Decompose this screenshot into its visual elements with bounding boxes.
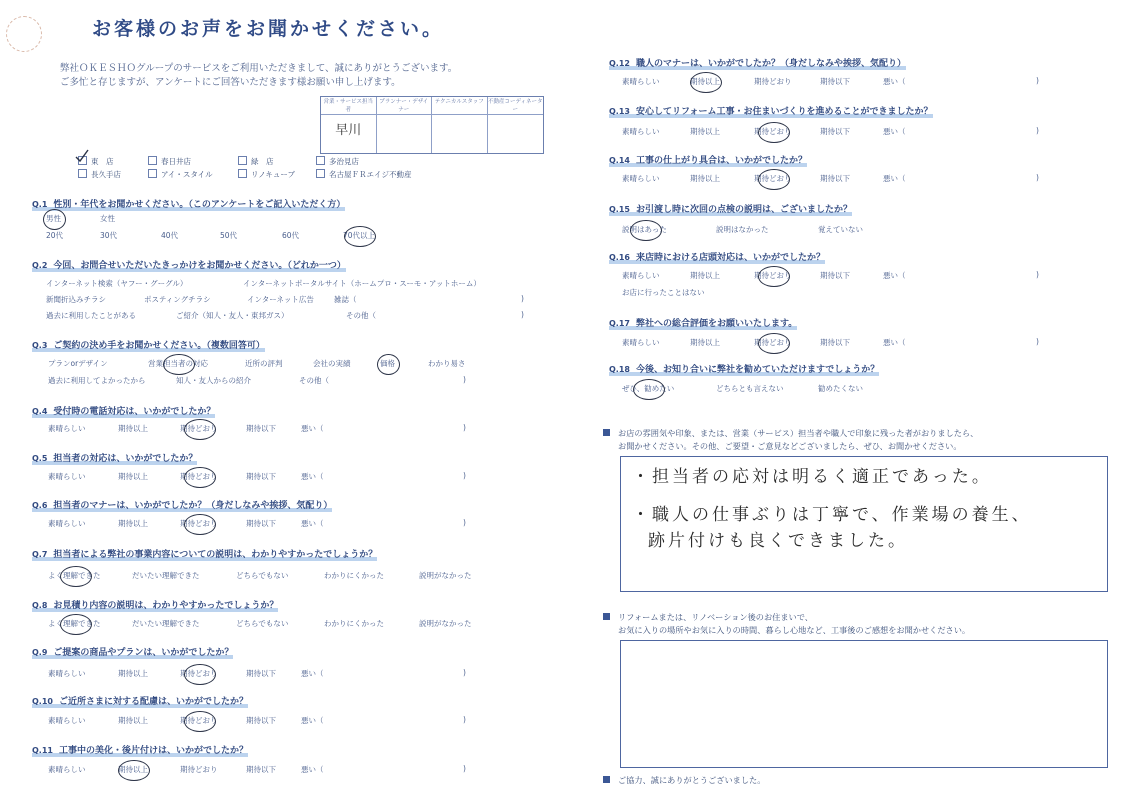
answer-option[interactable]: 覚えていない xyxy=(818,225,863,234)
answer-option[interactable]: 期待どおり xyxy=(180,716,218,725)
answer-option[interactable]: だいたい理解できた xyxy=(132,571,200,580)
question-title xyxy=(32,694,248,708)
answer-option[interactable]: 期待以上 xyxy=(690,338,720,347)
answer-option[interactable]: わかりにくかった xyxy=(324,571,384,580)
staff-technical-name[interactable] xyxy=(432,115,488,153)
intro-line-2: ご多忙と存じますが、アンケートにご回答いただきます様お願い申し上げます。 xyxy=(60,77,401,88)
question-title xyxy=(32,404,215,418)
answer-option[interactable]: 素晴らしい xyxy=(48,669,86,678)
question-title xyxy=(609,153,807,167)
question-title xyxy=(32,598,278,612)
answer-option[interactable]: 期待以下 xyxy=(246,472,276,481)
question-number: Q.16 xyxy=(609,253,630,262)
selection-circle xyxy=(630,220,662,241)
question-text: 担当者の対応は、いかがでしたか？ xyxy=(53,454,198,464)
checkbox-icon[interactable] xyxy=(316,156,325,165)
paren-close: ) xyxy=(463,668,466,677)
selection-circle xyxy=(43,209,66,230)
question-text: 担当者による弊社の事業内容についての説明は、わかりやすかったでしょうか？ xyxy=(53,550,378,560)
answer-option[interactable]: 期待どおり xyxy=(180,424,218,433)
answer-option[interactable]: 説明はあった xyxy=(622,225,667,234)
paren-close: ) xyxy=(1036,270,1039,279)
selection-circle xyxy=(758,333,790,354)
reform-prompt-2: お気に入りの場所やお気に入りの時間、暮らし心地など、工事後のご感想をお聞かせください。 xyxy=(618,625,971,635)
answer-option[interactable]: 悪い（ xyxy=(883,127,906,136)
selection-circle xyxy=(377,354,400,375)
question-number: Q.15 xyxy=(609,205,630,214)
question-number: Q.14 xyxy=(609,156,630,165)
staff-header-sales: 営業・サービス担当者 xyxy=(321,97,377,115)
question-text: 工事中の美化・後片付けは、いかがでしたか？ xyxy=(58,746,248,756)
question-title xyxy=(609,362,879,376)
answer-option[interactable]: 期待以下 xyxy=(246,669,276,678)
answer-option[interactable]: 素晴らしい xyxy=(622,271,660,280)
answer-option[interactable]: 70代以上 xyxy=(343,231,376,240)
question-number: Q.7 xyxy=(32,550,48,559)
question-title xyxy=(609,250,825,264)
staff-header-technical: テクニカルスタッフ xyxy=(432,97,488,115)
question-text: 担当者のマナーは、いかがでしたか？（身だしなみや挨拶、気配り） xyxy=(53,501,333,511)
question-title xyxy=(32,645,233,659)
answer-option[interactable]: 悪い（ xyxy=(301,424,324,433)
answer-option[interactable]: 50代 xyxy=(220,231,238,240)
question-number: Q.4 xyxy=(32,407,48,416)
square-bullet-icon xyxy=(603,613,610,620)
answer-option[interactable]: わかりにくかった xyxy=(324,619,384,628)
question-title xyxy=(609,202,852,216)
store-option[interactable]: 東 店 xyxy=(78,156,148,167)
paren-close: ) xyxy=(463,375,466,384)
square-bullet-icon xyxy=(603,776,610,783)
question-number: Q.13 xyxy=(609,107,630,116)
staff-planner-name[interactable] xyxy=(377,115,433,153)
answer-option[interactable]: 期待以下 xyxy=(246,424,276,433)
answer-option[interactable]: どちらでもない xyxy=(236,619,289,628)
reform-box[interactable] xyxy=(620,640,1108,768)
question-number: Q.12 xyxy=(609,59,630,68)
question-title xyxy=(609,56,906,70)
answer-option[interactable]: 期待以下 xyxy=(820,127,850,136)
paren-close: ) xyxy=(463,715,466,724)
answer-option[interactable]: プランorデザイン xyxy=(48,359,108,368)
question-text: 安心してリフォーム工事・お住まいづくりを進めることができましたか？ xyxy=(635,107,933,117)
answer-option[interactable]: 期待どおり xyxy=(180,472,218,481)
answer-option[interactable]: その他（ xyxy=(299,376,329,385)
answer-option[interactable]: 悪い（ xyxy=(301,519,324,528)
question-title xyxy=(32,258,346,272)
paren-close: ) xyxy=(463,518,466,527)
question-title xyxy=(32,451,197,465)
square-bullet-icon xyxy=(603,429,610,436)
staff-header-realestate: 不動産コーディネーター xyxy=(487,99,543,113)
answer-option[interactable]: 期待どおり xyxy=(754,338,792,347)
page-title: お客様のお声をお聞かせください。 xyxy=(92,18,445,40)
answer-option[interactable]: 期待以上 xyxy=(118,424,148,433)
question-number: Q.11 xyxy=(32,746,53,755)
answer-option[interactable]: インターネット広告 xyxy=(247,295,314,304)
question-text: ご近所さまに対する配慮は、いかがでしたか？ xyxy=(58,697,248,707)
answer-option[interactable]: 悪い（ xyxy=(301,716,324,725)
answer-option[interactable]: 新聞折込みチラシ xyxy=(46,295,106,304)
answer-option[interactable]: 期待以上 xyxy=(118,519,148,528)
store-option[interactable]: 緑 店 xyxy=(238,156,316,167)
answer-option[interactable]: 期待以下 xyxy=(820,338,850,347)
selection-circle xyxy=(184,664,216,685)
paren-close: ) xyxy=(1036,173,1039,182)
checkmark-icon xyxy=(74,149,90,163)
selection-circle xyxy=(60,566,92,587)
answer-option[interactable]: 期待以下 xyxy=(246,519,276,528)
selection-circle xyxy=(344,226,376,247)
answer-option[interactable]: インターネットポータルサイト（ホームプロ・スーモ・アットホーム） xyxy=(243,279,481,288)
answer-option[interactable]: ポスティングチラシ xyxy=(144,295,211,304)
question-number: Q.1 xyxy=(32,200,48,209)
answer-option[interactable]: 説明がなかった xyxy=(419,619,472,628)
intro-line-1: 弊社ＯＫＥＳＨＯグループのサービスをご利用いただきまして、誠にありがとうございます。 xyxy=(60,63,458,74)
answer-option[interactable]: 悪い（ xyxy=(301,669,324,678)
question-text: 今後、お知り合いに弊社を勧めていただけますでしょうか？ xyxy=(635,365,880,375)
answer-option[interactable]: 20代 xyxy=(46,231,64,240)
answer-option[interactable]: 悪い（ xyxy=(883,271,906,280)
store-option[interactable]: 名古屋ＦＲエイジ不動産 xyxy=(316,169,406,180)
question-number: Q.5 xyxy=(32,454,48,463)
answer-option[interactable]: 期待以上 xyxy=(118,716,148,725)
question-text: 受付時の電話対応は、いかがでしたか？ xyxy=(53,407,216,417)
answer-option[interactable]: 期待以上 xyxy=(690,174,720,183)
selection-circle xyxy=(118,760,150,781)
paren-close: ) xyxy=(463,423,466,432)
store-option[interactable]: アイ・スタイル xyxy=(148,169,238,180)
answer-option[interactable]: だいたい理解できた xyxy=(132,619,200,628)
answer-option[interactable]: 30代 xyxy=(100,231,118,240)
footer-thanks: ご協力、誠にありがとうございました。 xyxy=(603,775,765,786)
checkbox-icon[interactable] xyxy=(238,156,247,165)
question-title xyxy=(609,104,933,118)
store-option[interactable]: 春日井店 xyxy=(148,156,238,167)
question-title xyxy=(609,316,797,330)
answer-option[interactable]: 期待どおり xyxy=(180,765,218,774)
store-option[interactable]: 長久手店 xyxy=(78,169,148,180)
selection-circle xyxy=(633,379,665,400)
question-text: ご契約の決め手をお聞かせください。（複数回答可） xyxy=(53,341,265,351)
store-checklist xyxy=(78,156,412,180)
answer-option[interactable]: 悪い（ xyxy=(883,174,906,183)
question-title xyxy=(32,547,377,561)
answer-option[interactable]: 期待以上 xyxy=(690,77,720,86)
store-option[interactable]: 多治見店 xyxy=(316,156,406,167)
question-text: ご提案の商品やプランは、いかがでしたか？ xyxy=(53,648,234,658)
answer-option[interactable]: 素晴らしい xyxy=(622,338,660,347)
answer-option[interactable]: その他（ xyxy=(346,311,376,320)
checkbox-icon[interactable] xyxy=(238,169,247,178)
checkbox-icon[interactable] xyxy=(78,169,87,178)
question-text: 弊社への総合評価をお願いいたします。 xyxy=(635,319,798,329)
answer-option[interactable]: 素晴らしい xyxy=(48,424,86,433)
answer-option[interactable]: 素晴らしい xyxy=(48,519,86,528)
answer-option[interactable]: 価格 xyxy=(380,359,395,368)
answer-option[interactable]: 60代 xyxy=(282,231,300,240)
comments-handwriting-3: 跡片付けも良くできました。 xyxy=(648,531,908,551)
selection-circle xyxy=(690,72,722,93)
question-title xyxy=(32,743,248,757)
answer-option[interactable]: ぜひ、勧めたい xyxy=(622,384,675,393)
selection-circle xyxy=(758,266,790,287)
paren-close: ) xyxy=(1036,126,1039,135)
answer-option[interactable]: ご紹介（知人・友人・東邦ガス） xyxy=(176,311,289,320)
answer-option[interactable]: 悪い（ xyxy=(301,472,324,481)
answer-option[interactable]: 説明がなかった xyxy=(419,571,472,580)
answer-option[interactable]: 営業担当者の対応 xyxy=(148,359,208,368)
selection-circle xyxy=(184,419,216,440)
question-number: Q.3 xyxy=(32,341,48,350)
corner-stamp xyxy=(6,16,42,52)
answer-option[interactable]: 期待以下 xyxy=(820,271,850,280)
paren-close: ) xyxy=(521,310,524,319)
answer-option[interactable]: 期待どおり xyxy=(180,669,218,678)
answer-option[interactable]: よく理解できた xyxy=(48,619,101,628)
question-number: Q.18 xyxy=(609,365,630,374)
answer-option[interactable]: 近所の評判 xyxy=(245,359,283,368)
answer-option[interactable]: 40代 xyxy=(161,231,179,240)
answer-option[interactable]: 素晴らしい xyxy=(48,765,86,774)
answer-option[interactable]: 会社の実績 xyxy=(313,359,351,368)
answer-option[interactable]: 雑誌（ xyxy=(334,295,357,304)
answer-option[interactable]: 素晴らしい xyxy=(622,174,660,183)
answer-option[interactable]: 期待どおり xyxy=(754,174,792,183)
comments-prompt-1: お店の雰囲気や印象、または、営業（サービス）担当者や職人で印象に残った者がおりましたら、 xyxy=(603,428,978,439)
answer-option[interactable]: 期待以上 xyxy=(118,669,148,678)
selection-circle xyxy=(184,514,216,535)
question-title xyxy=(32,338,265,352)
answer-option[interactable]: よく理解できた xyxy=(48,571,101,580)
store-option[interactable]: リノキューブ xyxy=(238,169,316,180)
staff-table xyxy=(320,96,544,154)
answer-option[interactable]: 男性 xyxy=(46,214,61,223)
selection-circle xyxy=(163,354,195,375)
answer-option[interactable]: 期待どおり xyxy=(754,127,792,136)
answer-option[interactable]: 期待以下 xyxy=(820,77,850,86)
staff-header-planner: プランナー・デザイナー xyxy=(377,97,433,115)
answer-option[interactable]: 期待以下 xyxy=(246,716,276,725)
checkbox-icon[interactable] xyxy=(148,169,157,178)
answer-option[interactable]: 期待以上 xyxy=(690,271,720,280)
staff-sales-name[interactable]: 早川 xyxy=(321,115,377,153)
answer-option[interactable]: 素晴らしい xyxy=(622,127,660,136)
checkbox-icon[interactable] xyxy=(148,156,157,165)
checkbox-icon[interactable] xyxy=(316,169,325,178)
paren-close: ) xyxy=(521,294,524,303)
selection-circle xyxy=(184,711,216,732)
answer-option[interactable]: 過去に利用したことがある xyxy=(46,311,136,320)
answer-option[interactable]: 期待以下 xyxy=(820,174,850,183)
selection-circle xyxy=(60,614,92,635)
question-number: Q.9 xyxy=(32,648,48,657)
paren-close: ) xyxy=(1036,337,1039,346)
answer-option[interactable]: 期待どおり xyxy=(754,77,792,86)
answer-option[interactable]: 期待以下 xyxy=(246,765,276,774)
answer-option[interactable]: 素晴らしい xyxy=(622,77,660,86)
answer-option[interactable]: 説明はなかった xyxy=(716,225,769,234)
answer-option[interactable]: 過去に利用してよかったから xyxy=(48,376,146,385)
question-text: 来店時における店頭対応は、いかがでしたか？ xyxy=(635,253,825,263)
answer-option[interactable]: わかり易さ xyxy=(428,359,466,368)
comments-handwriting-2: ・職人の仕事ぶりは丁寧で、作業場の養生、 xyxy=(632,505,1032,525)
comments-prompt-2: お聞かせください。その他、ご要望・ご意見などございましたら、ぜひ、お聞かせください。 xyxy=(618,441,962,451)
answer-option[interactable]: 悪い（ xyxy=(883,77,906,86)
answer-option[interactable]: 素晴らしい xyxy=(48,716,86,725)
question-text: 今回、お問合せいただいたきっかけをお聞かせください。（どれか一つ） xyxy=(53,261,346,271)
answer-option[interactable]: 期待以上 xyxy=(690,127,720,136)
answer-option[interactable]: 勧めたくない xyxy=(818,384,863,393)
question-text: お見積り内容の説明は、わかりやすかったでしょうか？ xyxy=(53,601,279,611)
answer-option[interactable]: 素晴らしい xyxy=(48,472,86,481)
reform-prompt-1: リフォームまたは、リノベーション後のお住まいで、 xyxy=(603,612,813,623)
answer-option[interactable]: インターネット検索（ヤフー・グーグル） xyxy=(46,279,188,288)
selection-circle xyxy=(758,169,790,190)
answer-option[interactable]: どちらでもない xyxy=(236,571,289,580)
selection-circle xyxy=(184,467,216,488)
question-text: 職人のマナーは、いかがでしたか？（身だしなみや挨拶、気配り） xyxy=(635,59,906,69)
selection-circle xyxy=(758,122,790,143)
answer-option[interactable]: 悪い（ xyxy=(301,765,324,774)
answer-option[interactable]: 期待以上 xyxy=(118,765,148,774)
answer-option[interactable]: 知人・友人からの紹介 xyxy=(176,376,251,385)
question-text: お引渡し時に次回の点検の説明は、ございましたか？ xyxy=(635,205,852,215)
question-number: Q.10 xyxy=(32,697,53,706)
question-number: Q.17 xyxy=(609,319,630,328)
question-number: Q.8 xyxy=(32,601,48,610)
question-number: Q.6 xyxy=(32,501,48,510)
comments-handwriting-1: ・担当者の応対は明るく適正であった。 xyxy=(632,467,992,487)
answer-option[interactable]: 女性 xyxy=(100,214,115,223)
question-text: 工事の仕上がり具合は、いかがでしたか？ xyxy=(635,156,807,166)
question-title xyxy=(32,498,332,512)
question-text: 性別・年代をお聞かせください。（このアンケートをご記入いただく方） xyxy=(53,200,346,210)
question-title xyxy=(32,197,345,211)
answer-option[interactable]: お店に行ったことはない xyxy=(622,288,705,297)
paren-close: ) xyxy=(1036,76,1039,85)
question-number: Q.2 xyxy=(32,261,48,270)
answer-option[interactable]: 期待どおり xyxy=(180,519,218,528)
answer-option[interactable]: 期待どおり xyxy=(754,271,792,280)
answer-option[interactable]: 期待以上 xyxy=(118,472,148,481)
paren-close: ) xyxy=(463,471,466,480)
answer-option[interactable]: どちらとも言えない xyxy=(716,384,784,393)
answer-option[interactable]: 悪い（ xyxy=(883,338,906,347)
paren-close: ) xyxy=(463,764,466,773)
staff-realestate-name[interactable] xyxy=(488,115,544,153)
